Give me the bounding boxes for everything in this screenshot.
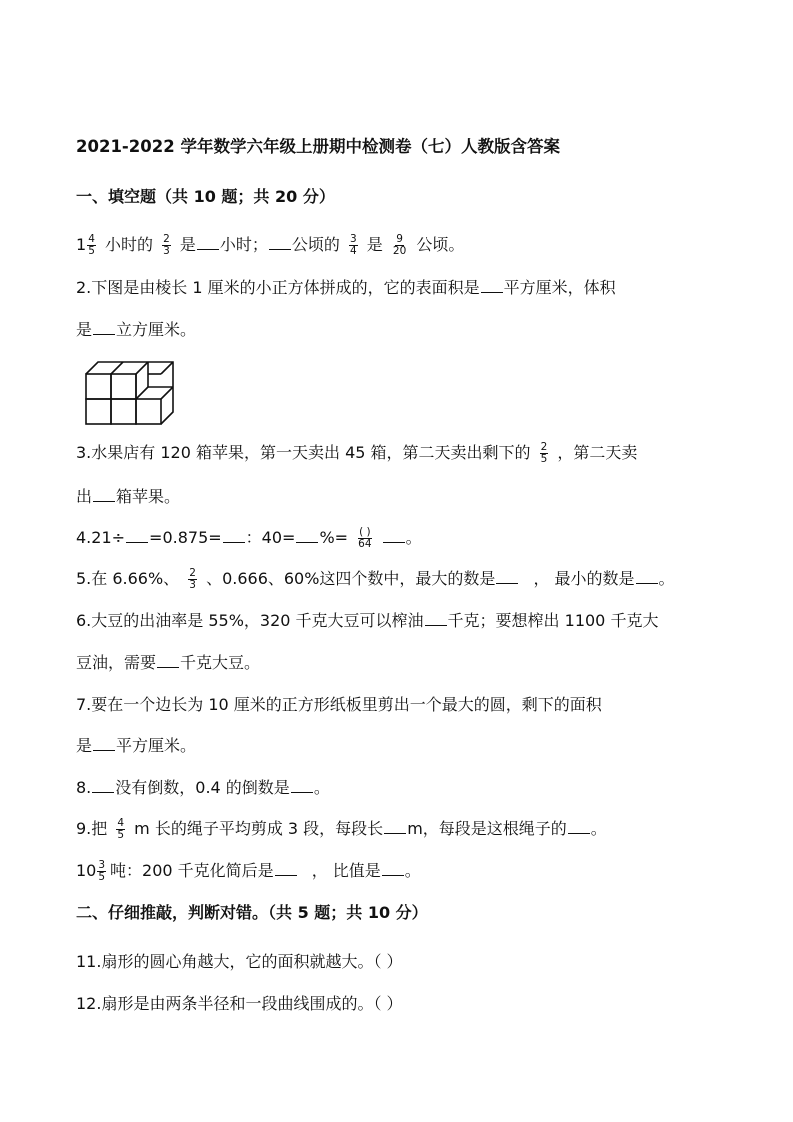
question-8: 8. 没有倒数，0.4 的倒数是 。	[76, 778, 330, 797]
answer-blank[interactable]	[126, 527, 148, 543]
question-7-line-2: 是 平方厘米。	[76, 736, 197, 755]
answer-blank[interactable]	[291, 777, 313, 793]
fraction-two-fifths: $\frac{2}{5}$	[540, 441, 548, 465]
question-7-line-1: 7.要在一个边长为 10 厘米的正方形纸板里剪出一个最大的圆，剩下的面积	[76, 695, 602, 714]
answer-blank[interactable]	[636, 568, 658, 584]
question-3-line-1: 3.水果店有 120 箱苹果，第一天卖出 45 箱，第二天卖出剩下的 $\frac{2}{5}$ ，第二天卖	[76, 441, 638, 465]
question-1: 1 $\frac{4}{5}$ 小时的 $\frac{2}{3}$ 是 小时； 公顷的 $\frac{3}{4}$ 是 $\frac{9}{20}$ 公顷。	[76, 233, 465, 257]
fraction-two-thirds: $\frac{2}{3}$	[189, 567, 196, 591]
cube-stack-figure	[84, 358, 180, 428]
question-11: 11.扇形的圆心角越大，它的面积就越大。（ ）	[76, 952, 403, 971]
answer-blank[interactable]	[425, 610, 447, 626]
section-fill-in-blank: 一、填空题（共 10 题；共 20 分）	[76, 187, 335, 206]
answer-blank[interactable]	[383, 527, 405, 543]
question-12: 12.扇形是由两条半径和一段曲线围成的。（ ）	[76, 994, 403, 1013]
answer-blank[interactable]	[93, 486, 115, 502]
answer-blank[interactable]	[296, 527, 318, 543]
answer-blank[interactable]	[92, 777, 114, 793]
fraction-three-fourths: $\frac{3}{4}$	[350, 233, 357, 257]
question-6-line-1: 6.大豆的出油率是 55%，320 千克大豆可以榨油 千克；要想榨出 1100 千克大	[76, 611, 659, 630]
fraction-over-64: $\frac{( )}{64}$	[358, 526, 372, 550]
fraction-four-fifths: $\frac{4}{5}$	[117, 817, 125, 841]
fraction-three-fifths: $\frac{3}{5}$	[98, 859, 106, 883]
answer-blank[interactable]	[223, 527, 245, 543]
fraction-two-thirds: $\frac{2}{3}$	[163, 233, 170, 257]
question-10: 10 $\frac{3}{5}$ 吨：200 千克化简后是 ， 比值是 。	[76, 859, 421, 883]
answer-blank[interactable]	[382, 860, 404, 876]
question-2-line-2: 是 立方厘米。	[76, 320, 197, 339]
section-true-false: 二、仔细推敲，判断对错。（共 5 题；共 10 分）	[76, 903, 428, 922]
fraction-four-fifths: $\frac{4}{5}$	[88, 233, 95, 257]
answer-blank[interactable]	[384, 818, 406, 834]
answer-blank[interactable]	[93, 319, 115, 335]
answer-blank[interactable]	[93, 735, 115, 751]
answer-blank[interactable]	[157, 652, 179, 668]
answer-blank[interactable]	[275, 860, 297, 876]
question-5: 5.在 6.66%、 $\frac{2}{3}$ 、0.666、60%这四个数中，最大的数是 ， 最小的数是 。	[76, 567, 675, 591]
question-2-line-1: 2.下图是由棱长 1 厘米的小正方体拼成的，它的表面积是 平方厘米，体积	[76, 278, 616, 297]
answer-blank[interactable]	[197, 234, 219, 250]
q1-prefix: 1	[76, 235, 87, 254]
question-9: 9.把 $\frac{4}{5}$ m 长的绳子平均剪成 3 段，每段长 m，每段是这根绳子的 。	[76, 817, 607, 841]
question-4: 4.21÷ =0.875= ：40= %= $\frac{( )}{64}$ 。	[76, 526, 422, 550]
page-title: 2021-2022 学年数学六年级上册期中检测卷（七）人教版含答案	[76, 137, 560, 156]
answer-blank[interactable]	[269, 234, 291, 250]
fraction-nine-twentieths: $\frac{9}{20}$	[392, 233, 407, 257]
answer-blank[interactable]	[481, 277, 503, 293]
answer-blank[interactable]	[568, 818, 590, 834]
question-6-line-2: 豆油，需要 千克大豆。	[76, 653, 261, 672]
question-3-line-2: 出 箱苹果。	[76, 487, 181, 506]
answer-blank[interactable]	[496, 568, 518, 584]
